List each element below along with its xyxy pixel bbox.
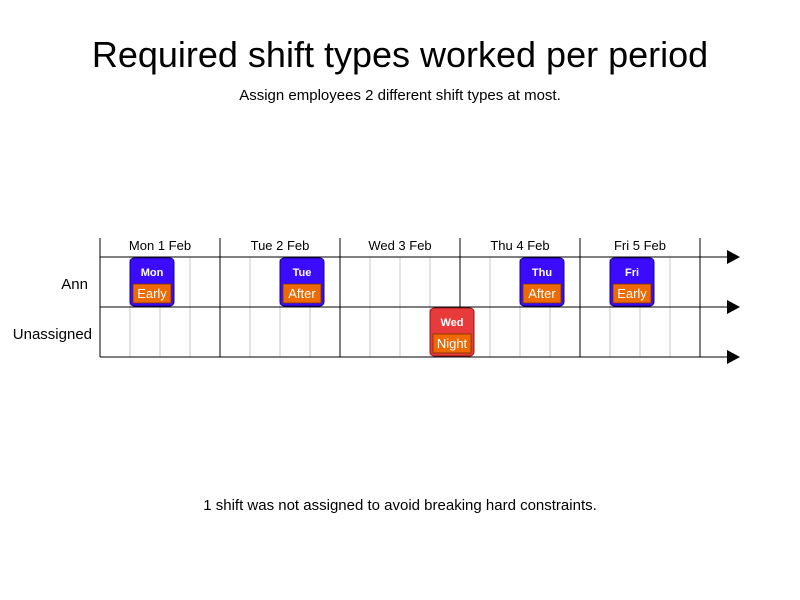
shift-badge [610,258,654,306]
shift-type-label: Early [617,286,647,301]
day-header-label: Thu 4 Feb [490,238,550,253]
shift-badge [520,258,564,306]
row-label: Ann [61,276,88,293]
shift-day-label: Mon [140,267,164,279]
shift-day-label: Thu [531,267,553,279]
subtitle: Assign employees 2 different shift types at most. [239,87,561,104]
schedule-labels [13,238,666,343]
footer-note: 1 shift was not assigned to avoid breaking hard constraints. [203,497,597,514]
page-title: Required shift types worked per period [91,34,709,75]
shift-type-label: Early [137,286,167,301]
arrowhead-icon [727,300,740,314]
shift-type-label: Night [436,336,468,351]
shift-type-label: After [288,286,316,301]
shift-badge [130,258,174,306]
arrowhead-icon [727,350,740,364]
shift-day-label: Fri [624,267,640,279]
day-header-label: Fri 5 Feb [613,238,667,253]
shift-type-label: After [528,286,556,301]
shift-day-label: Tue [292,267,312,279]
day-header-label: Tue 2 Feb [250,238,310,253]
day-header-label: Mon 1 Feb [128,238,192,253]
shift-badge [280,258,324,306]
day-header-label: Wed 3 Feb [368,238,432,253]
shift-day-label: Wed [440,317,464,329]
row-label: Unassigned [12,326,92,343]
shift-badge [430,308,474,356]
arrowhead-icon [727,250,740,264]
